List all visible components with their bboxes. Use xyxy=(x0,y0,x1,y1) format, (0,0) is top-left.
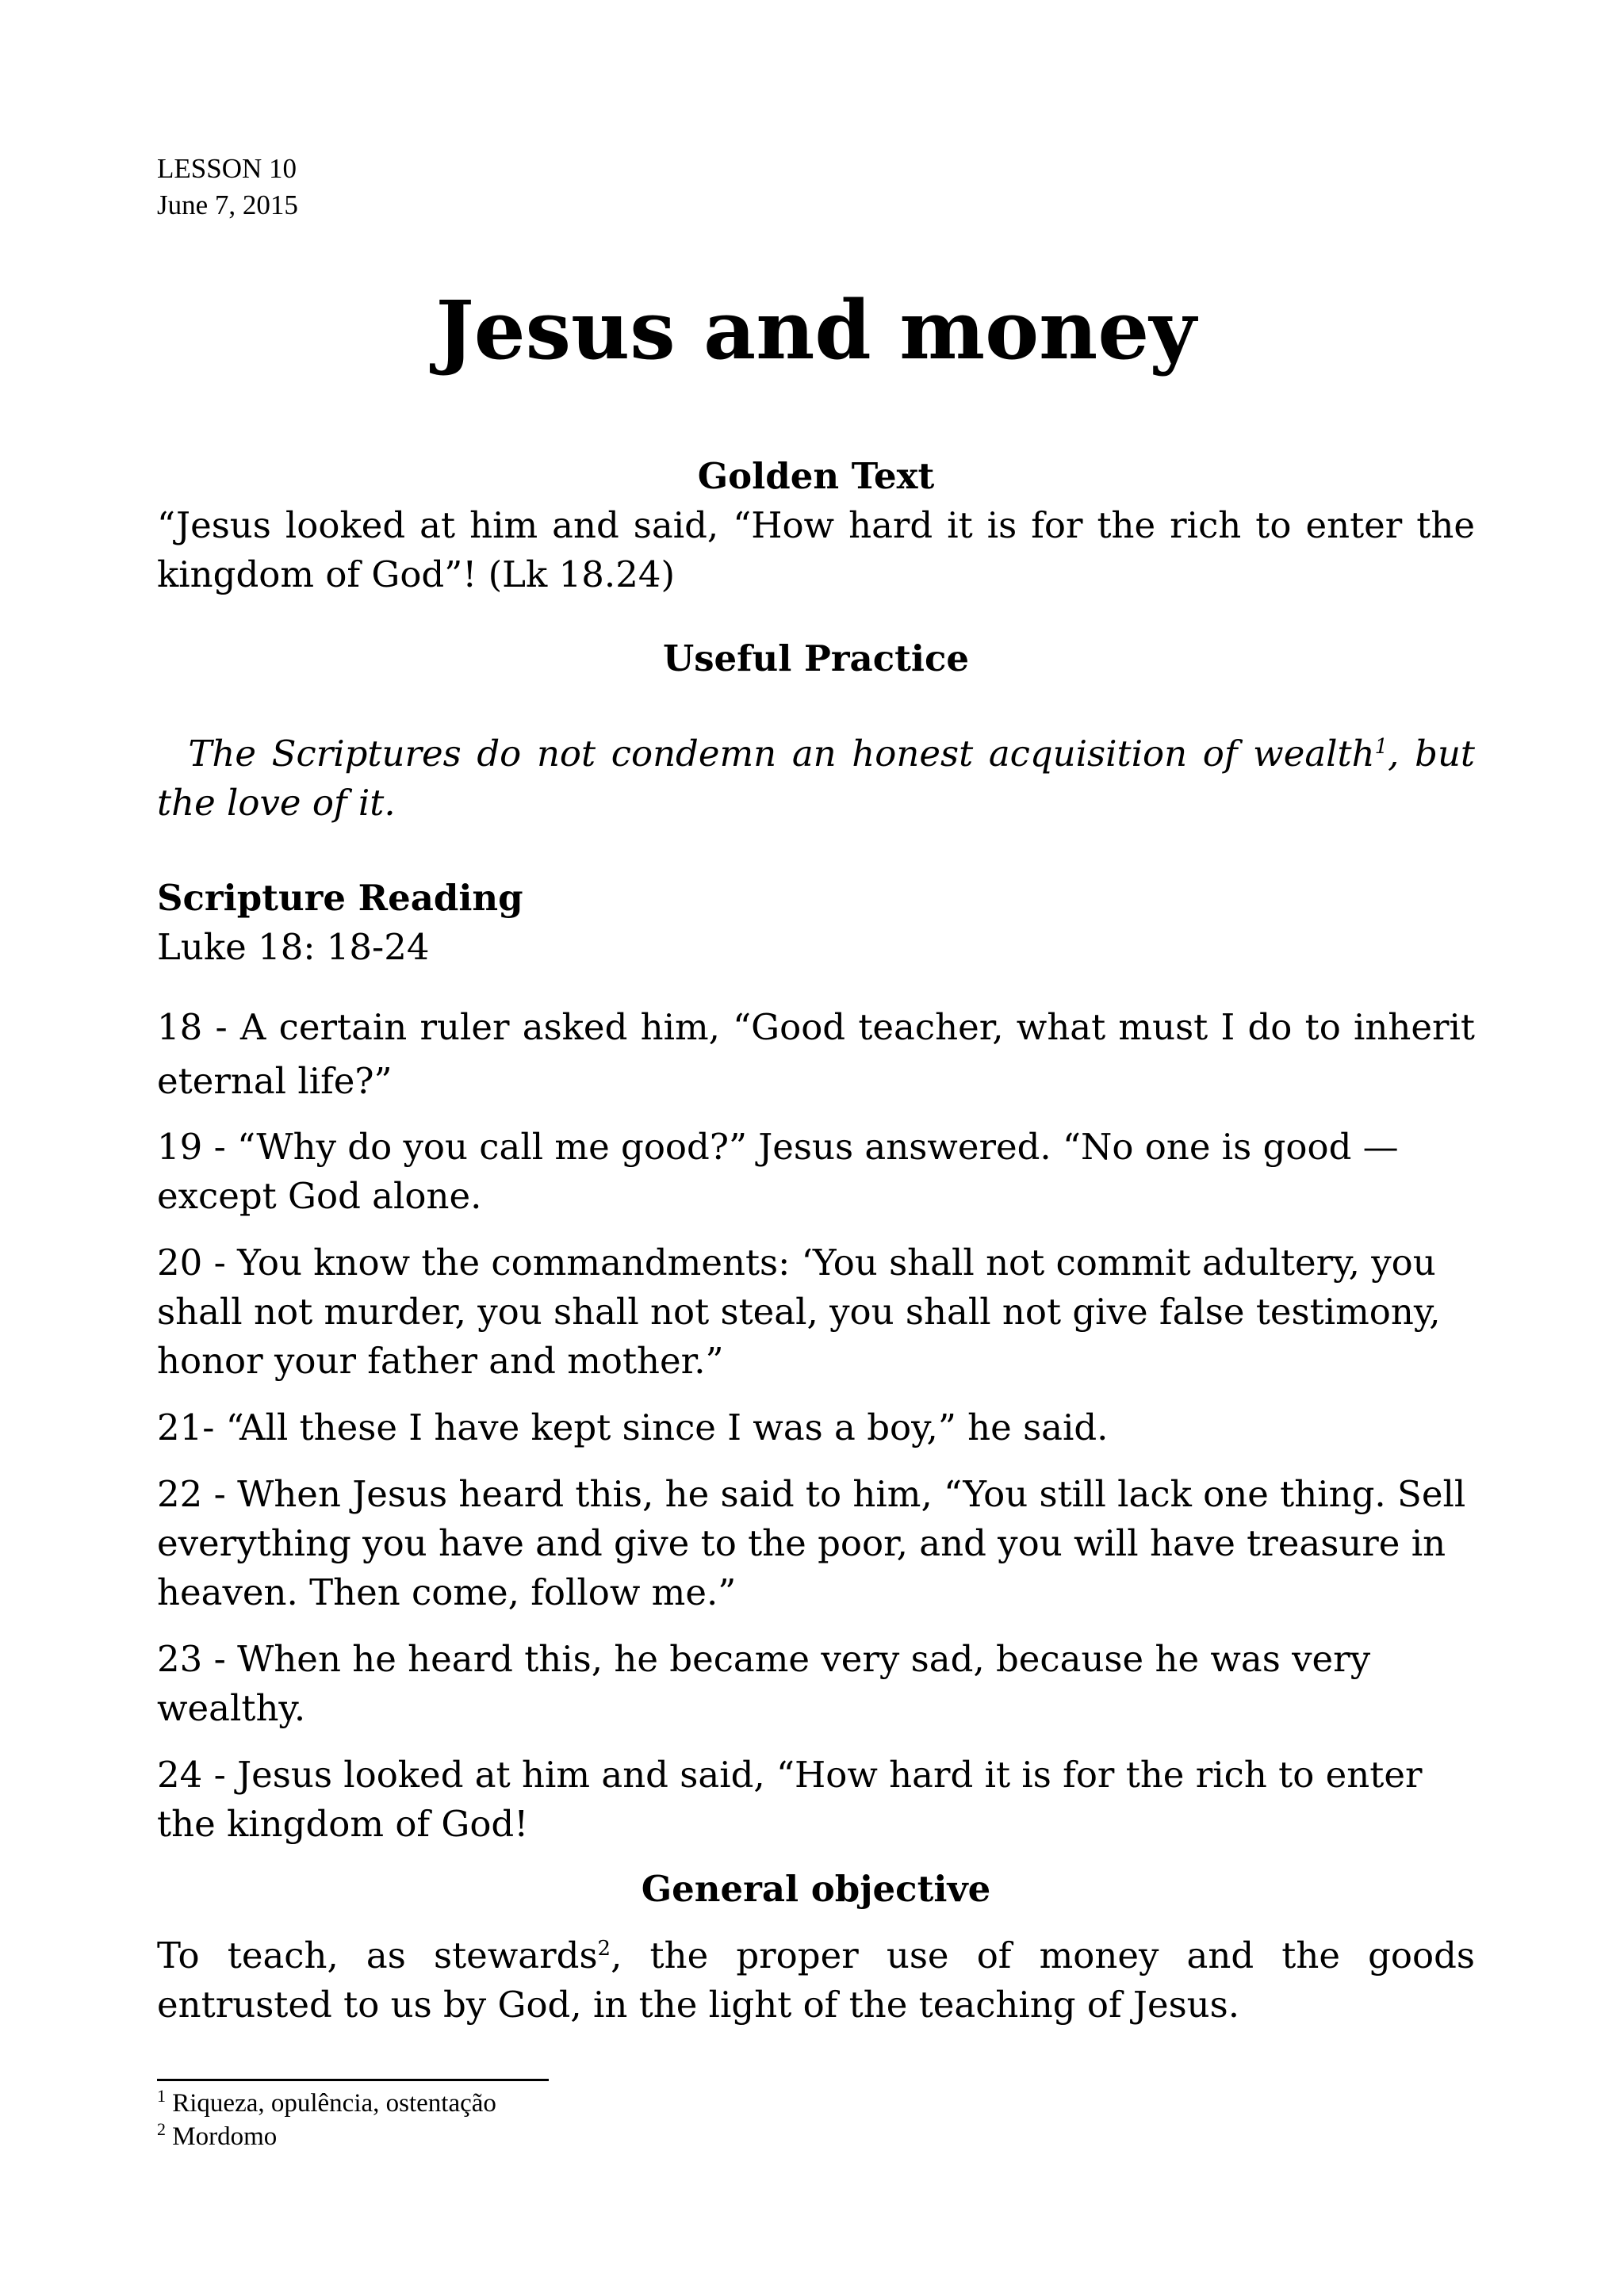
lesson-date: June 7, 2015 xyxy=(157,189,298,220)
footnotes xyxy=(157,2087,871,2153)
useful-practice-text-after: , but the love of it. xyxy=(157,733,1487,824)
verse-21: 21- “All these I have kept since I was a boy,” he said. xyxy=(157,1406,1109,1448)
verse-19: 19 - “Why do you call me good?” Jesus answered. “No one is good —except God alone. xyxy=(157,1126,1399,1217)
footnote-2 xyxy=(157,2120,871,2153)
footnote-1-text: Riqueza, opulência, ostentação xyxy=(166,2089,496,2118)
scripture-reference: Luke 18: 18-24 xyxy=(157,926,430,968)
footnote-ref-1: 1 xyxy=(1374,735,1388,759)
document-page xyxy=(157,151,1487,2030)
scripture-reading-heading: Scripture Reading xyxy=(157,877,523,919)
footnote-ref-2: 2 xyxy=(597,1937,611,1961)
verse-22: 22 - When Jesus heard this, he said to him, “You still lack one thing. Sell everything you have and give to the poor, and you will have treasure in heaven. Then come, follow me.” xyxy=(157,1473,1466,1613)
verse-24: 24 - Jesus looked at him and said, “How hard it is for the rich to enter the kingdom of God! xyxy=(157,1754,1423,1845)
useful-practice-heading: Useful Practice xyxy=(662,637,970,679)
footnote-2-text: Mordomo xyxy=(166,2122,278,2151)
general-objective-text-after: , the proper use of money and the goods entrusted to us by God, in the light of the teaching of Jesus. xyxy=(157,1934,1475,2026)
golden-text-heading: Golden Text xyxy=(697,455,935,497)
footnote-separator xyxy=(157,2079,549,2081)
useful-practice-body xyxy=(157,729,1487,828)
useful-practice-text-before: The Scriptures do not condemn an honest acquisition of wealth xyxy=(157,733,1375,775)
verse-20: 20 - You know the commandments: ‘You shall not commit adultery, you shall not murder, you shall not steal, you shall not give false testimony, honor your father and mother.” xyxy=(157,1242,1441,1382)
footnote-2-number: 2 xyxy=(157,2119,166,2139)
general-objective-heading: General objective xyxy=(641,1868,991,1910)
golden-text-body: “Jesus looked at him and said, “How hard it is for the rich to enter the kingdom of God”! (Lk 18.24) xyxy=(157,504,1475,595)
lesson-number: LESSON 10 xyxy=(157,153,297,184)
footnote-1-number: 1 xyxy=(157,2086,166,2106)
general-objective-body xyxy=(157,1931,1475,2030)
general-objective-text-before: To teach, as stewards xyxy=(157,1934,598,1976)
footnote-1 xyxy=(157,2087,871,2120)
verse-23: 23 - When he heard this, he became very sad, because he was very wealthy. xyxy=(157,1638,1371,1729)
verse-18: 18 - A certain ruler asked him, “Good teacher, what must I do to inherit eternal life?” xyxy=(157,1006,1475,1102)
page-title: Jesus and money xyxy=(435,283,1197,378)
